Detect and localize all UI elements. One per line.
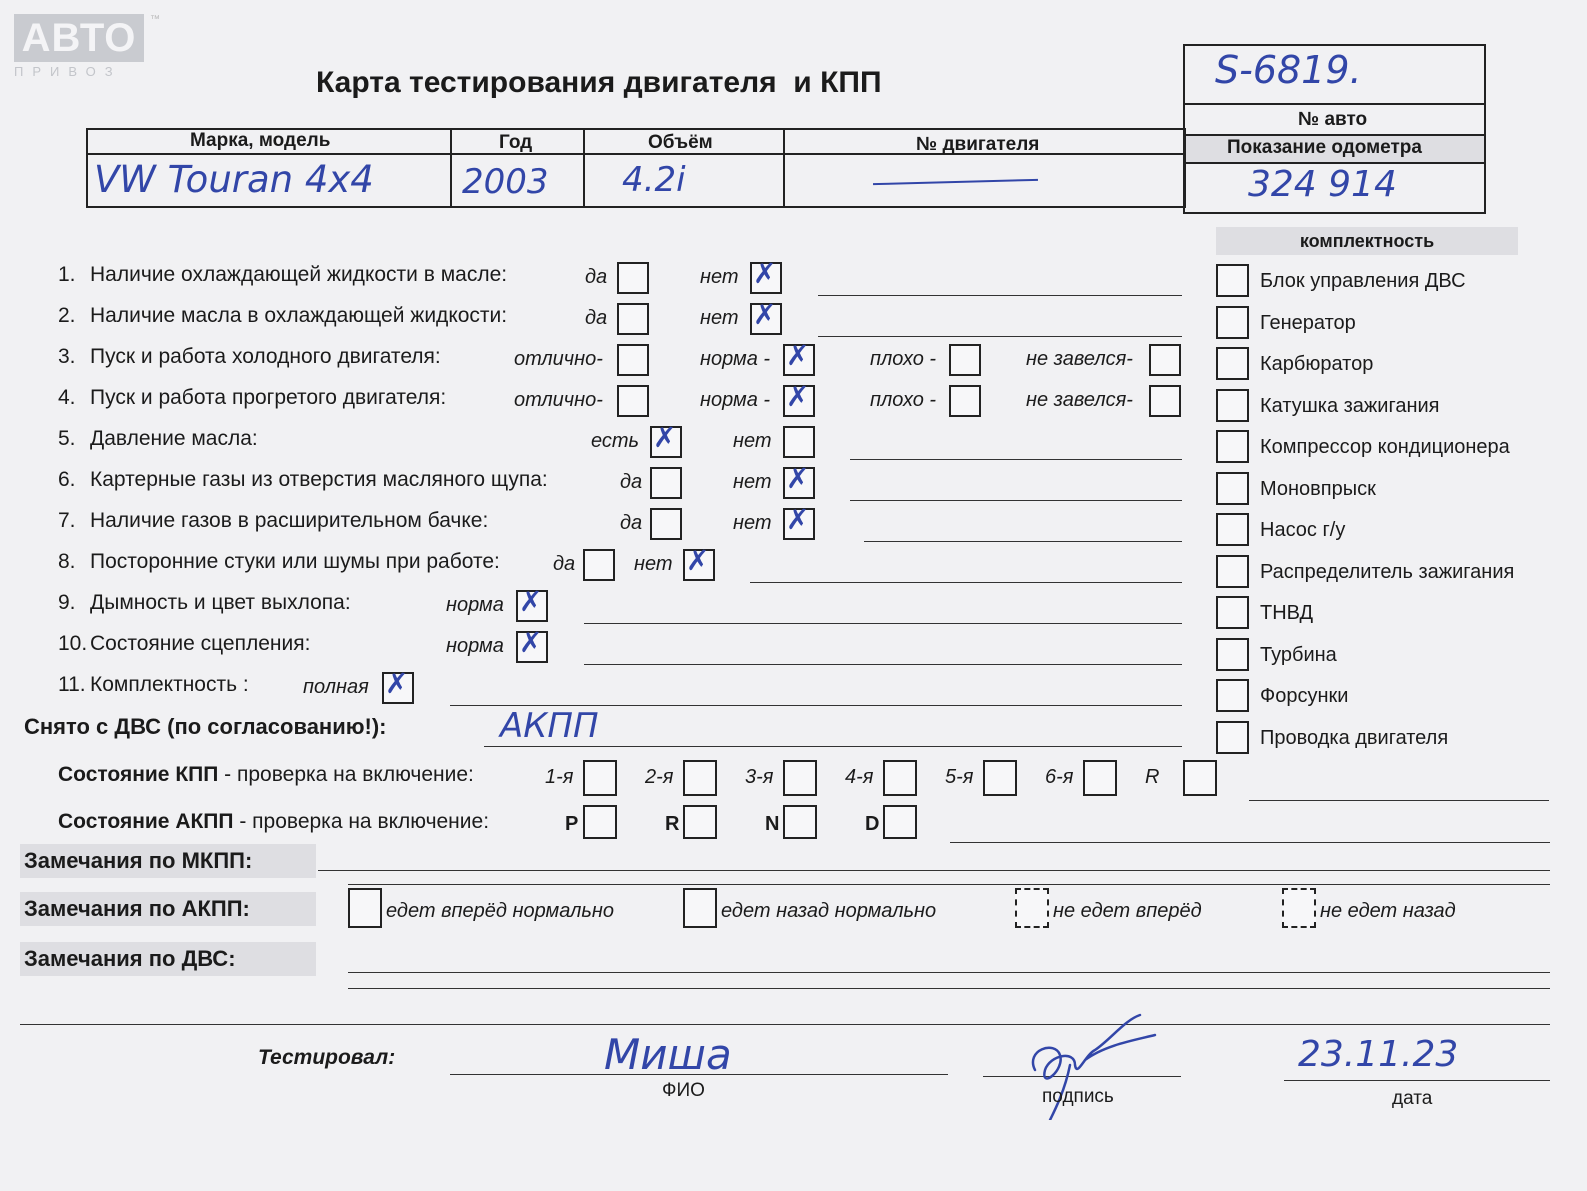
check-mark-icon: ✗ — [653, 421, 677, 454]
check-mark-icon: ✗ — [519, 626, 543, 659]
akpp-remark-checkbox[interactable] — [1015, 888, 1049, 928]
completeness-item: Катушка зажигания — [1260, 394, 1440, 417]
check-mark-icon: ✗ — [753, 257, 777, 290]
car-number-label: № авто — [1298, 109, 1368, 130]
check-question: Наличие охлаждающей жидкости в масле: — [90, 263, 508, 286]
akpp-gear-checkbox[interactable] — [683, 805, 717, 839]
option-label: нет — [733, 430, 772, 452]
check-mark-icon: ✗ — [786, 503, 810, 536]
completeness-item: Генератор — [1260, 311, 1356, 334]
option-label: отлично- — [514, 348, 603, 370]
completeness-item: Компрессор кондиционера — [1260, 436, 1510, 458]
notes-line — [584, 623, 1182, 624]
completeness-checkbox[interactable] — [1216, 264, 1249, 297]
notes-line — [750, 582, 1182, 583]
notes-line — [818, 295, 1182, 296]
check-number: 5. — [58, 427, 76, 450]
completeness-title: комплектность — [1216, 227, 1518, 255]
check-question: Комплектность : — [90, 673, 249, 696]
option-label: норма — [446, 594, 504, 616]
check-number: 3. — [58, 345, 76, 368]
completeness-checkbox[interactable] — [1216, 389, 1249, 422]
akpp-remark-label: не едет вперёд — [1053, 900, 1202, 922]
completeness-checkbox[interactable] — [1216, 430, 1249, 463]
option-label: нет — [700, 307, 739, 329]
col-label-engine-no: № двигателя — [916, 134, 1040, 155]
check-question: Состояние сцепления: — [90, 632, 311, 655]
option-checkbox[interactable] — [949, 385, 981, 417]
notes-line — [584, 664, 1182, 665]
akpp-gear-checkbox[interactable] — [883, 805, 917, 839]
akpp-gear-label: N — [765, 813, 780, 835]
option-checkbox[interactable] — [650, 467, 682, 499]
completeness-checkbox[interactable] — [1216, 679, 1249, 712]
kpp-gear-label: 3-я — [745, 766, 774, 788]
check-mark-icon: ✗ — [753, 298, 777, 331]
akpp-gear-checkbox[interactable] — [583, 805, 617, 839]
kpp-gear-checkbox[interactable] — [883, 760, 917, 796]
completeness-checkbox[interactable] — [1216, 513, 1249, 546]
check-number: 10. — [58, 632, 88, 655]
check-question: Посторонние стуки или шумы при работе: — [90, 550, 500, 573]
odometer-value: 324 914 — [1248, 164, 1397, 205]
completeness-item: Турбина — [1260, 643, 1337, 666]
remarks-dvs-label: Замечания по ДВС: — [24, 946, 236, 971]
logo-sub: ПРИВОЗ — [14, 64, 122, 79]
kpp-gear-checkbox[interactable] — [683, 760, 717, 796]
kpp-gear-checkbox[interactable] — [983, 760, 1017, 796]
akpp-label: Состояние АКПП - проверка на включение: — [58, 810, 490, 833]
option-label: есть — [591, 430, 640, 452]
check-mark-icon: ✗ — [519, 585, 543, 618]
check-number: 2. — [58, 304, 76, 327]
option-checkbox[interactable] — [516, 626, 548, 663]
option-checkbox[interactable] — [617, 344, 649, 376]
option-checkbox[interactable] — [1149, 344, 1181, 376]
volume-value: 4.2i — [622, 160, 686, 200]
check-question: Картерные газы из отверстия масляного щупа: — [90, 468, 548, 491]
odometer-label: Показание одометра — [1227, 137, 1422, 158]
tested-label: Тестировал: — [258, 1046, 396, 1069]
kpp-gear-label: R — [1145, 766, 1160, 788]
check-question: Пуск и работа холодного двигателя: — [90, 345, 441, 368]
option-checkbox[interactable] — [783, 380, 815, 417]
notes-line — [850, 459, 1182, 460]
completeness-item: Распределитель зажигания — [1260, 560, 1515, 583]
kpp-gear-checkbox[interactable] — [783, 760, 817, 796]
option-checkbox[interactable] — [650, 508, 682, 540]
kpp-gear-label: 1-я — [545, 766, 574, 788]
check-number: 9. — [58, 591, 76, 614]
page-title: Карта тестирования двигателя и КПП — [316, 66, 882, 99]
fio-value: Миша — [604, 1030, 732, 1079]
notes-line — [850, 500, 1182, 501]
completeness-checkbox[interactable] — [1216, 638, 1249, 671]
option-checkbox[interactable] — [516, 585, 548, 622]
check-mark-icon: ✗ — [786, 380, 810, 413]
completeness-checkbox[interactable] — [1216, 596, 1249, 629]
option-checkbox[interactable] — [783, 426, 815, 458]
remarks-akpp-label: Замечания по АКПП: — [24, 896, 250, 921]
completeness-item: ТНВД — [1260, 602, 1314, 624]
akpp-remark-checkbox[interactable] — [348, 888, 382, 928]
option-label: да — [620, 471, 643, 493]
option-checkbox[interactable] — [650, 421, 682, 458]
completeness-item: Насос г/у — [1260, 519, 1346, 541]
option-label: норма - — [700, 389, 771, 411]
check-number: 7. — [58, 509, 76, 532]
check-question: Пуск и работа прогретого двигателя: — [90, 386, 447, 409]
fio-label: ФИО — [662, 1080, 705, 1101]
option-checkbox[interactable] — [683, 544, 715, 581]
option-checkbox[interactable] — [583, 549, 615, 581]
check-question: Наличие газов в расширительном бачке: — [90, 509, 489, 532]
option-label: норма - — [700, 348, 771, 370]
check-mark-icon: ✗ — [786, 339, 810, 372]
option-label: нет — [733, 512, 772, 534]
option-checkbox[interactable] — [1149, 385, 1181, 417]
check-mark-icon: ✗ — [686, 544, 710, 577]
completeness-item: Карбюратор — [1260, 353, 1374, 375]
option-label: нет — [700, 266, 739, 288]
akpp-gear-label: R — [665, 813, 680, 835]
check-question: Наличие масла в охлаждающей жидкости: — [90, 304, 508, 327]
completeness-checkbox[interactable] — [1216, 721, 1249, 754]
completeness-item: Блок управления ДВС — [1260, 270, 1466, 292]
option-label: отлично- — [514, 389, 603, 411]
option-checkbox[interactable] — [750, 257, 782, 294]
kpp-gear-label: 5-я — [945, 766, 974, 788]
completeness-checkbox[interactable] — [1216, 555, 1249, 588]
option-label: плохо - — [870, 389, 937, 411]
option-label: плохо - — [870, 348, 937, 370]
date-value: 23.11.23 — [1298, 1034, 1459, 1075]
sign-label: подпись — [1042, 1086, 1114, 1107]
option-label: да — [585, 307, 608, 329]
kpp-gear-checkbox[interactable] — [1083, 760, 1117, 796]
kpp-gear-label: 2-я — [645, 766, 674, 788]
logo-main: АВТО — [14, 14, 144, 62]
option-checkbox[interactable] — [617, 303, 649, 335]
kpp-gear-checkbox[interactable] — [583, 760, 617, 796]
remarks-mkpp-label: Замечания по МКПП: — [24, 848, 253, 873]
completeness-item: Проводка двигателя — [1260, 726, 1449, 749]
removed-value: АКПП — [500, 706, 599, 746]
col-label-volume: Объём — [648, 132, 713, 153]
col-label-year: Год — [499, 132, 533, 153]
check-number: 1. — [58, 263, 76, 286]
notes-line — [818, 336, 1182, 337]
check-question: Дымность и цвет выхлопа: — [90, 591, 351, 614]
check-number: 6. — [58, 468, 76, 491]
option-label: нет — [733, 471, 772, 493]
option-label: да — [553, 553, 576, 575]
option-label: норма — [446, 635, 504, 657]
option-checkbox[interactable] — [617, 385, 649, 417]
kpp-gear-checkbox[interactable] — [1183, 760, 1217, 796]
akpp-gear-label: D — [865, 813, 880, 835]
logo — [14, 14, 160, 80]
kpp-gear-label: 4-я — [845, 766, 874, 788]
completeness-checkbox[interactable] — [1216, 306, 1249, 339]
option-checkbox[interactable] — [783, 339, 815, 376]
option-checkbox[interactable] — [382, 667, 414, 704]
option-checkbox[interactable] — [783, 503, 815, 540]
akpp-gear-checkbox[interactable] — [783, 805, 817, 839]
akpp-remark-checkbox[interactable] — [1282, 888, 1316, 928]
completeness-checkbox[interactable] — [1216, 472, 1249, 505]
option-label: нет — [634, 553, 673, 575]
car-number-value: S-6819. — [1215, 48, 1362, 92]
removed-label: Снято с ДВС (по согласованию!): — [24, 714, 387, 739]
model-value: VW Touran 4x4 — [94, 158, 374, 201]
kpp-gear-label: 6-я — [1045, 766, 1074, 788]
check-mark-icon: ✗ — [786, 462, 810, 495]
completeness-item: Моновпрыск — [1260, 477, 1376, 500]
option-checkbox[interactable] — [617, 262, 649, 294]
option-checkbox[interactable] — [949, 344, 981, 376]
option-checkbox[interactable] — [783, 462, 815, 499]
option-label: да — [620, 512, 643, 534]
akpp-remark-label: едет вперёд нормально — [386, 900, 615, 922]
col-label-model: Марка, модель — [190, 130, 331, 151]
option-label: не завелся- — [1026, 389, 1133, 411]
check-number: 8. — [58, 550, 76, 573]
option-checkbox[interactable] — [750, 298, 782, 335]
check-number: 11. — [58, 673, 86, 696]
kpp-label: Состояние КПП - проверка на включение: — [58, 763, 474, 786]
year-value: 2003 — [462, 162, 549, 202]
akpp-remark-label: не едет назад — [1320, 900, 1456, 922]
akpp-remark-checkbox[interactable] — [683, 888, 717, 928]
option-label: полная — [303, 676, 369, 698]
option-label: не завелся- — [1026, 348, 1133, 370]
completeness-item: Форсунки — [1260, 685, 1349, 707]
completeness-checkbox[interactable] — [1216, 347, 1249, 380]
check-mark-icon: ✗ — [385, 667, 409, 700]
check-question: Давление масла: — [90, 427, 258, 450]
akpp-gear-label: P — [565, 813, 579, 835]
date-label: дата — [1392, 1088, 1433, 1109]
option-label: да — [585, 266, 608, 288]
akpp-remark-label: едет назад нормально — [721, 900, 937, 922]
logo-tm: ™ — [150, 14, 160, 25]
notes-line — [864, 541, 1182, 542]
check-number: 4. — [58, 386, 76, 409]
